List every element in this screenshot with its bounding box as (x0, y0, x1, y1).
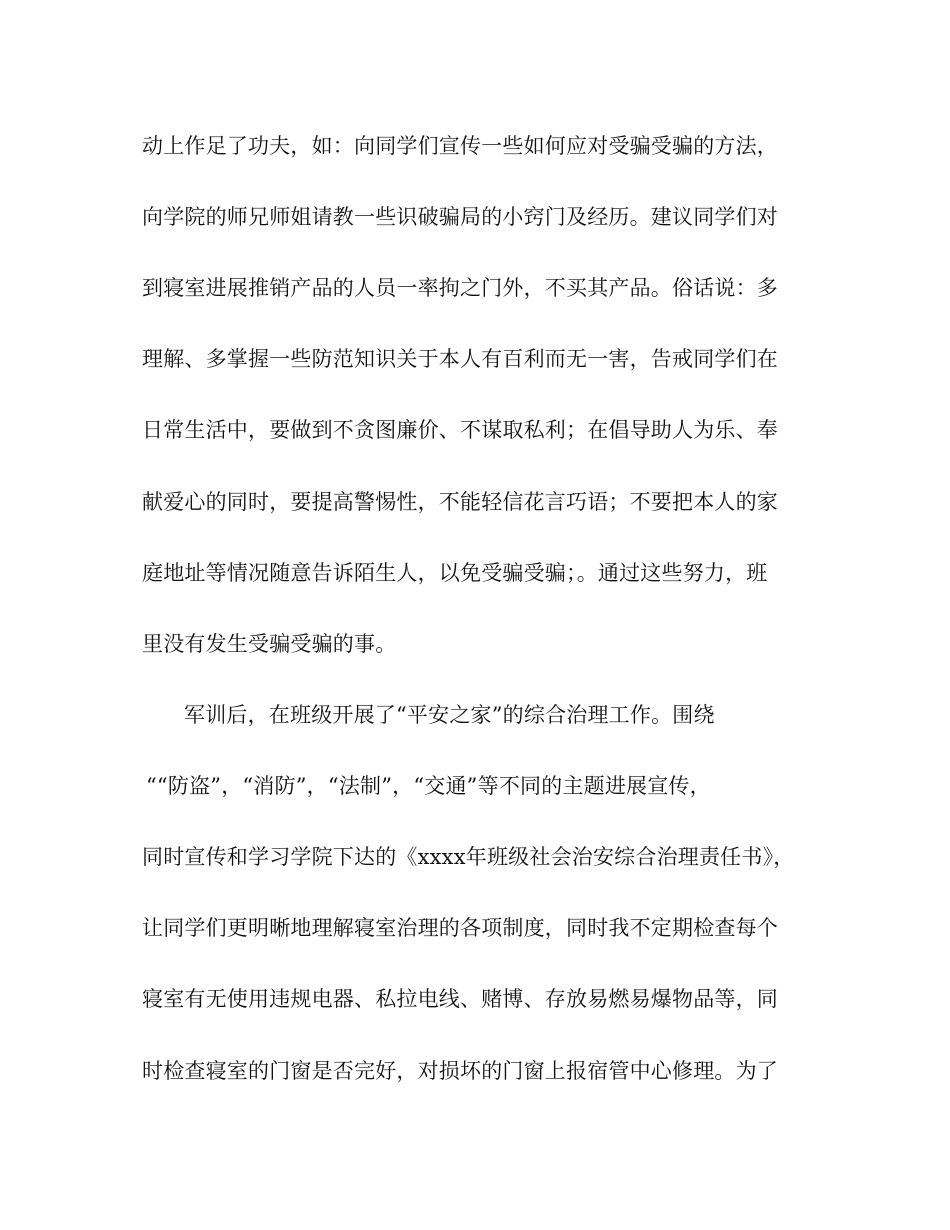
text-line-3: 到寝室进展推销产品的人员一率拘之门外，不买其产品。俗话说：多 (142, 276, 778, 300)
text-line-4: 理解、多掌握一些防范知识关于本人有百利而无一害，告戒同学们在 (142, 347, 778, 371)
text-line-2: 向学院的师兄师姐请教一些识破骗局的小窍门及经历。建议同学们对 (142, 205, 778, 229)
text-line-10: ““防盗”，“消防”，“法制”，“交通”等不同的主题进展宣传， (146, 774, 711, 798)
text-line-8: 里没有发生受骗受骗的事。 (142, 632, 397, 656)
paragraph-start-line: 军训后，在班级开展了“平安之家”的综合治理工作。围绕 (184, 703, 715, 727)
text-line-13: 寝室有无使用违规电器、私拉电线、赌博、存放易燃易爆物品等，同 (142, 987, 778, 1011)
text-line-12: 让同学们更明晰地理解寝室治理的各项制度，同时我不定期检查每个 (142, 916, 778, 940)
text-line-14: 时检查寝室的门窗是否完好，对损坏的门窗上报宿管中心修理。为了 (142, 1059, 778, 1083)
text-line-11: 同时宣传和学习学院下达的《xxxx年班级社会治安综合治理责任书》， (142, 845, 795, 869)
text-line-7: 庭地址等情况随意告诉陌生人，以免受骗受骗；。通过这些努力，班 (142, 561, 768, 585)
text-line-5: 日常生活中，要做到不贪图廉价、不谋取私利；在倡导助人为乐、奉 (142, 418, 778, 442)
text-line-1: 动上作足了功夫，如：向同学们宣传一些如何应对受骗受骗的方法， (142, 134, 778, 158)
text-line-6: 献爱心的同时，要提高警惕性，不能轻信花言巧语；不要把本人的家 (142, 490, 778, 514)
